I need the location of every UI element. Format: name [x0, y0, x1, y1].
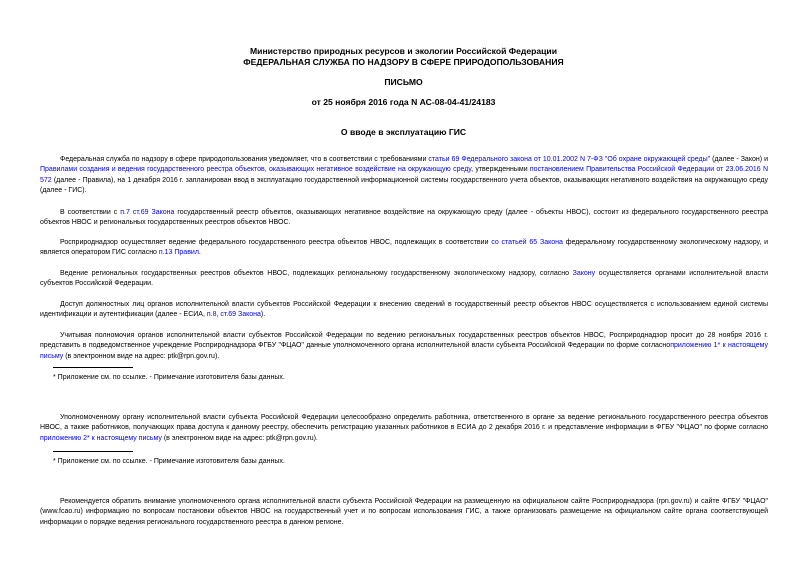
document-type: ПИСЬМО [384, 77, 423, 87]
link-article-69-law[interactable]: статьи 69 Федерального закона от 10.01.2002 N 7-ФЗ "Об охране окружающей среды" [428, 156, 711, 163]
link-p8-art69[interactable]: п.8, ст.69 Закона [206, 311, 261, 319]
paragraph-8 [40, 497, 768, 528]
paragraph-text: Доступ должностных лиц органов исполнительной власти субъектов Российской Федерации к внесению сведений в государственный реестр объектов НВОС осуществляется с использованием единой системы идентификации и аутентификации (далее - ЕСИА, [40, 301, 768, 319]
paragraph-text: ). [260, 311, 266, 319]
link-appendix-2[interactable]: приложению 2* к настоящему письму [40, 434, 162, 442]
paragraph-text: Рекомендуется обратить внимание уполномоченного органа исполнительной власти субъекта Российской Федерации на размещенную на официальном сайте Росприроднадзора (rpn.gov.ru) и сайте ФГБУ "ФЦАО" (www.fcao.ru) информацию по вопросам постановки объектов НВОС на государственный учет и по вопросам использования ГИС, а также организовать размещение на официальном сайте органа соответствующей информации о порядке ведения регионального государственного реестра в данном регионе. [40, 498, 768, 526]
link-registry-rules[interactable]: Правилами создания и ведения государственного реестра объектов, оказывающих негативное воздействие на окружающую среду [40, 166, 472, 174]
footnote-separator [53, 367, 133, 368]
link-p7-art69[interactable]: п.7 ст.69 Закона [120, 209, 175, 216]
paragraph-text: , утвержденными [471, 166, 530, 174]
document-date-number: от 25 ноября 2016 года N АС-08-04-41/24183 [311, 97, 496, 107]
link-art65-law[interactable]: со статьей 65 Закона [491, 239, 563, 246]
paragraph-3 [40, 238, 768, 259]
paragraph-text: Ведение региональных государственных реестров объектов НВОС, подлежащих региональному государственному экологическому надзору, согласно [60, 270, 573, 277]
paragraph-2 [40, 208, 768, 229]
paragraph-text: (в электронном виде на адрес: ptk@rpn.gov.ru). [63, 352, 220, 360]
paragraph-4 [40, 269, 768, 290]
paragraph-text: государственный реестр объектов, оказывающих негативное воздействие на окружающую среду (далее - объекты НВОС), состоит из федерального государственного реестра объектов НВОС и региональных государственных реестров объектов НВОС. [40, 209, 769, 227]
footnote-separator [53, 451, 133, 452]
paragraph-text: осуществляется органами исполнительной власти субъектов Российской Федерации. [40, 270, 769, 288]
paragraph-6 [40, 331, 768, 362]
paragraph-text: (в электронном виде на адрес: ptk@rpn.gov.ru). [161, 434, 318, 442]
paragraph-text: (далее - Правила), на 1 декабря 2016 г. запланирован ввод в эксплуатацию государственной информационной системы государственного учета объектов, оказывающих негативного воздействия на окружающую среду (далее - ГИС). [40, 176, 768, 195]
paragraph-1 [40, 155, 768, 197]
document-subject: О вводе в эксплуатацию ГИС [340, 127, 467, 137]
paragraph-text: Росприроднадзор осуществляет ведение федерального государственного реестра объектов НВОС, подлежащих в соответствии [60, 239, 492, 246]
paragraph-text: . [198, 249, 201, 257]
paragraph-text: федеральному государственному экологическому надзору, и является оператором ГИС согласно [40, 239, 769, 257]
link-appendix-1[interactable]: приложению 1* к настоящему письму [40, 342, 768, 360]
footnote-2: * Приложение см. по ссылке. - Примечание изготовителя базы данных. [53, 458, 285, 465]
link-law[interactable]: Закону [572, 270, 596, 277]
paragraph-text: Учитывая полномочия органов исполнительной власти субъектов Российской Федерации по ведению региональных государственных реестров объектов НВОС, Росприроднадзор просит до 28 ноября 2016 г. представить в подведомственное учреждение Росприроднадзора ФГБУ "ФЦАО" данные уполномоченного органа исполнительной власти субъекта Российской Федерации по форме согласно [40, 332, 768, 350]
paragraph-7 [40, 413, 768, 444]
paragraph-text: Уполномоченному органу исполнительной власти субъекта Российской Федерации целесообразно определить работника, ответственного в органе за ведение регионального государственного реестра объектов НВОС, а также работников, получающих права доступа к данному реестру, обеспечить регистрацию указанных работников в ЕСИА до 2 декабря 2016 г. и представление информации в ФГБУ "ФЦАО" по форме согласно [40, 414, 768, 432]
paragraph-text: Федеральная служба по надзору в сфере природопользования уведомляет, что в соответствии с требованиями [60, 156, 429, 163]
paragraph-text: (далее - Закон) и [710, 156, 768, 163]
footnote-1: * Приложение см. по ссылке. - Примечание изготовителя базы данных. [53, 374, 285, 381]
paragraph-5 [40, 300, 768, 321]
link-p13-rules[interactable]: п.13 Правил [158, 249, 199, 257]
ministry-title: Министерство природных ресурсов и экологии Российской Федерации [250, 46, 557, 56]
paragraph-text: В соответствии с [60, 209, 121, 216]
service-title: ФЕДЕРАЛЬНАЯ СЛУЖБА ПО НАДЗОРУ В СФЕРЕ ПРИРОДОПОЛЬЗОВАНИЯ [243, 57, 564, 67]
link-government-decree-572[interactable]: постановлением Правительства Российской Федерации от 23.06.2016 N 572 [40, 166, 768, 184]
